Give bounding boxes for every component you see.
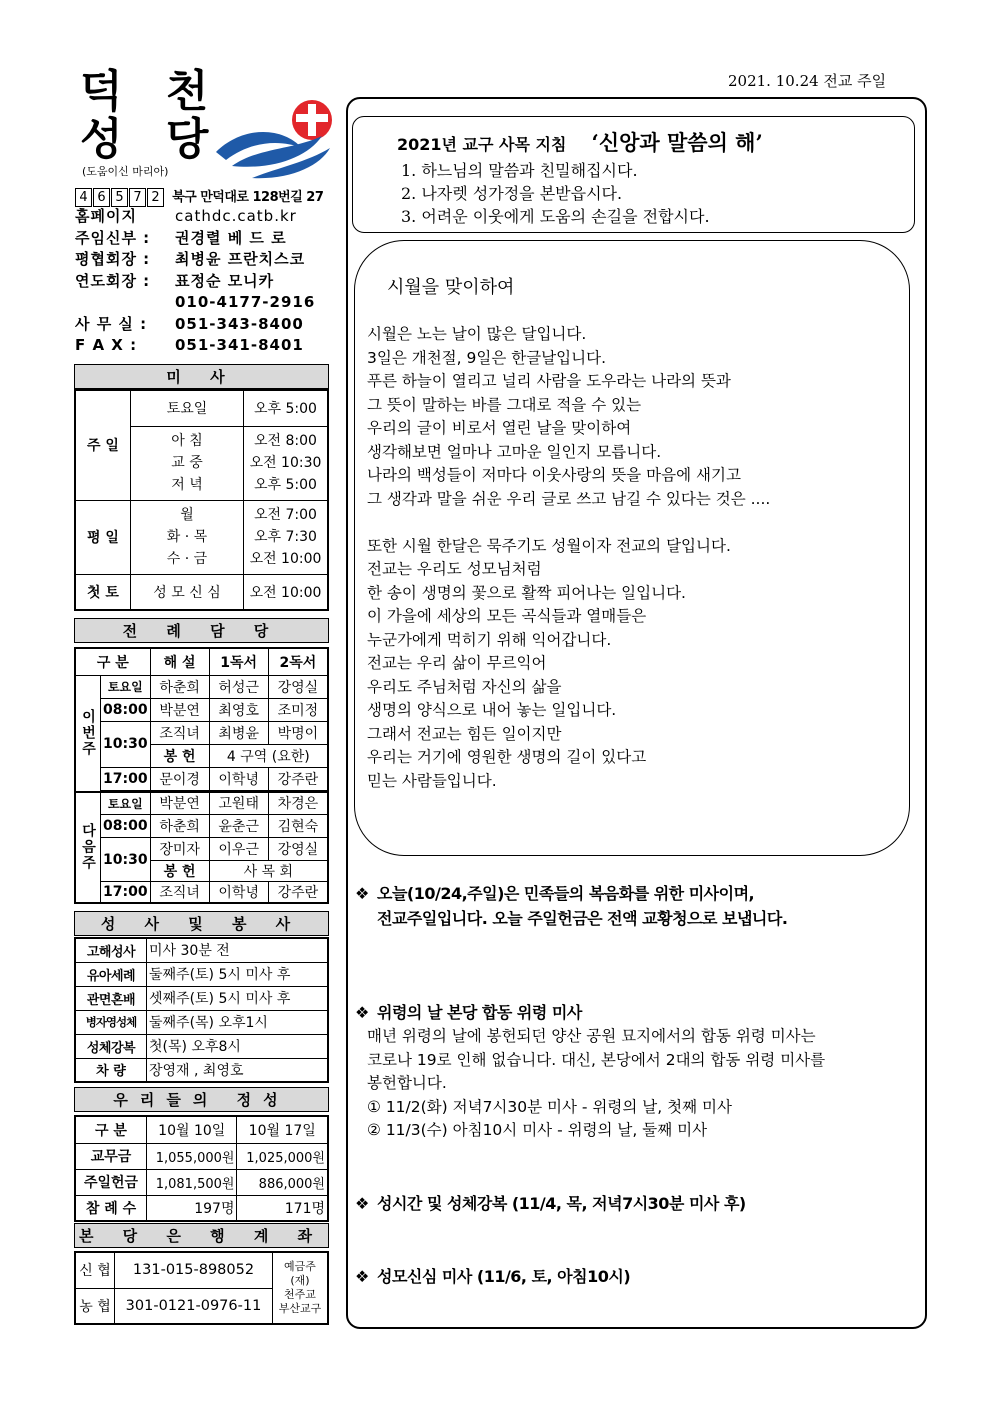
sacrament-label: 병자영성체 [75,1010,147,1034]
mass-day: 교 중 [171,455,203,471]
parish-tagline: (도움이신 마리아) [82,165,169,178]
sunday-label: 주 일 [75,390,131,500]
table-cell: 08:00 [101,698,151,721]
notice-line: 봉헌합니다. [367,1074,447,1092]
essay-line: 생각해보면 얼마나 고마운 일인지 모릅니다. [367,442,662,461]
sacrament-label: 고해성사 [75,938,147,962]
essay-line: 생명의 양식으로 내어 놓는 일입니다. [367,701,617,719]
street-address: 북구 만덕대로 128번길 27 [172,190,324,205]
offerings-header: 우리들의 정성 [74,1087,329,1112]
col-header: 2독서 [268,648,328,675]
table-cell: 토요일 [101,675,151,698]
notice-text: 성시간 및 성체강복 (11/4, 목, 저녁7시30분 미사 후) [377,1194,746,1213]
homepage-link[interactable]: cathdc.catb.kr [175,207,297,225]
col-header: 구 분 [75,648,150,675]
essay-box [354,240,910,856]
mass-header: 미 사 [74,364,329,389]
table-cell: 10:30 [101,838,151,882]
mass-time: 오전 8:00 [254,433,317,449]
info-memorial: 연도회장 : 표정순 모니카 [75,271,275,290]
weekday-label: 평 일 [75,500,131,574]
row-label: 주일헌금 [75,1169,147,1195]
zip-digit: 7 [129,188,146,207]
sacrament-value: 둘째주(토) 5시 미사 후 [147,962,329,986]
row-label: 참 례 수 [75,1195,147,1221]
essay-line: 푸른 하늘이 열리고 널리 사람을 도우라는 나라의 뜻과 [367,372,731,390]
zip-digit: 4 [75,188,92,207]
mass-time: 오전 10:00 [244,574,329,610]
zip-digit: 6 [93,188,110,207]
table-cell: 박분연 [150,792,209,815]
table-cell: 김현숙 [268,815,328,838]
essay-line: 나라의 백성들이 저마다 이웃사랑의 뜻을 마음에 새기고 [367,466,741,484]
bank-account: 131-015-898052 [115,1252,273,1288]
guideline-item: 2. 나자렛 성가정을 본받읍시다. [401,184,623,203]
table-cell: 197명 [147,1195,237,1221]
table-cell: 171명 [237,1195,328,1221]
bank-name: 농 협 [75,1288,115,1324]
notice-title: 위령의 날 본당 합동 위령 미사 [377,1003,582,1022]
essay-line: 그 생각과 말을 쉬운 우리 글로 쓰고 남길 수 있다는 것은 .... [367,489,771,508]
table-cell: 조직녀 [150,721,209,744]
sacrament-value: 첫(목) 오후8시 [147,1034,329,1058]
bullet-icon: ❖ [355,1003,369,1022]
sacrament-label: 유아세례 [75,962,147,986]
essay-line: 또한 시월 한달은 묵주기도 성월이자 전교의 달입니다. [367,536,731,555]
table-cell: 장미자 [150,838,209,861]
sacraments-table [74,937,329,1083]
notice-memorial-mass [355,1000,825,1143]
notice-line: ① 11/2(화) 저녁7시30분 미사 - 위령의 날, 첫째 미사 [367,1097,732,1116]
mass-day: 화 · 목 [166,529,208,545]
table-cell: 강영실 [268,838,328,861]
offering-value: 사 목 회 [209,861,328,882]
mass-time: 오후 5:00 [254,477,317,493]
table-cell: 하춘희 [150,675,209,698]
col-header: 구 분 [75,1116,147,1143]
parish-info [75,206,315,357]
essay-line: 시월은 노는 날이 많은 달입니다. [367,325,587,343]
essay-line: 전교는 우리도 성모님처럼 [367,560,542,578]
essay-line: 우리의 글이 비로서 열린 날을 맞이하여 [367,419,632,437]
essay-line: 3일은 개천절, 9일은 한글날입니다. [367,348,607,367]
notice-text: 전교주일입니다. 오늘 주일헌금은 전액 교황청으로 보냅니다. [377,909,788,928]
mass-time: 오후 5:00 [244,390,329,426]
notice-line: 매년 위령의 날에 봉헌되던 양산 공원 묘지에서의 합동 위령 미사는 [367,1027,816,1045]
col-header: 해 설 [150,648,209,675]
essay-line: 우리도 주님처럼 자신의 삶을 [367,677,562,696]
table-cell: 박분연 [150,698,209,721]
essay-line: 그 뜻이 말하는 바를 그대로 적을 수 있는 [367,395,642,414]
liturgy-header: 전 례 담 당 [74,618,329,643]
address [75,186,323,207]
guideline-box [352,116,915,233]
holder-line: 부산교구 [278,1302,322,1315]
col-header: 10월 10일 [147,1116,237,1143]
mass-day: 성 모 신 심 [131,574,244,610]
notice-holy-hour [355,1191,746,1214]
next-week-label: 다음주 [75,792,101,904]
this-week-label: 이번주 [75,675,101,792]
guideline-title: 2021년 교구 사목 지침 [397,135,567,154]
sacrament-value: 미사 30분 전 [147,938,329,962]
sacraments-header: 성 사 및 봉 사 [74,911,329,936]
essay-line: 우리는 거기에 영원한 생명의 길이 있다고 [367,748,647,766]
table-cell: 조직녀 [150,882,209,904]
table-cell: 1,025,000원 [237,1143,328,1169]
table-cell: 허성근 [209,675,268,698]
bullet-icon: ❖ [355,1194,369,1213]
table-cell: 이학녕 [209,767,268,790]
table-cell: 박명이 [268,721,328,744]
bullet-icon: ❖ [355,1267,369,1286]
essay-line: 누군가에게 먹히기 위해 익어갑니다. [367,630,612,649]
sacrament-label: 성체강복 [75,1034,147,1058]
mass-day: 수 · 금 [166,551,208,567]
table-cell: 토요일 [101,792,151,815]
notice-text: 오늘(10/24,주일)은 민족들의 복음화를 위한 미사이며, [377,884,755,903]
offering-label: 봉 헌 [150,744,209,767]
holder-line: (재) [290,1274,310,1287]
table-cell: 윤춘근 [209,815,268,838]
mass-table [74,389,329,611]
mass-day: 월 [180,507,194,523]
bank-account: 301-0121-0976-11 [115,1288,273,1324]
sacrament-value: 셋째주(토) 5시 미사 후 [147,986,329,1010]
offerings-table [74,1115,329,1222]
mass-time: 오전 10:00 [249,551,322,567]
info-fax: F A X : 051-341-8401 [75,336,304,354]
mass-day: 아 침 [171,433,203,449]
guideline-item: 3. 어려운 이웃에게 도움의 손길을 전합시다. [401,207,710,226]
mass-day: 저 녁 [171,477,203,493]
essay-line: 전교는 우리 삶이 무르익어 [367,654,547,672]
offering-value: 4 구역 (요한) [209,744,328,767]
first-sat-label: 첫 토 [75,574,131,610]
info-homepage: 홈페이지 cathdc.catb.kr [75,207,297,225]
zip-digit: 2 [147,188,164,207]
guideline-theme: ‘신앙과 말씀의 해’ [591,130,763,155]
table-cell: 강영실 [268,675,328,698]
holder-line: 천주교 [284,1288,316,1301]
essay-line: 한 송이 생명의 꽃으로 활짝 피어나는 일입니다. [367,583,686,602]
mass-time: 오전 7:00 [254,507,317,523]
bullet-icon: ❖ [355,884,369,903]
mass-time: 오후 7:30 [254,529,317,545]
essay-line: 믿는 사람들입니다. [367,771,497,790]
essay-line: 그래서 전교는 힘든 일이지만 [367,724,562,743]
table-cell: 최영호 [209,698,268,721]
table-cell: 10:30 [101,721,151,767]
bank-table [74,1251,329,1325]
holder-line: 예금주 [284,1260,316,1273]
col-header: 10월 17일 [237,1116,328,1143]
table-cell: 강주란 [268,767,328,790]
table-cell: 하춘희 [150,815,209,838]
info-pastor: 주임신부 : 권경렬 베 드 로 [75,228,287,247]
table-cell: 차경은 [268,792,328,815]
table-cell: 최병윤 [209,721,268,744]
essay-title: 시월을 맞이하여 [387,277,515,298]
offering-label: 봉 헌 [150,861,209,882]
table-cell: 고원태 [209,792,268,815]
notice-line: ② 11/3(수) 아침10시 미사 - 위령의 날, 둘째 미사 [367,1121,708,1139]
liturgy-table [74,647,329,904]
notice-text: 성모신심 미사 (11/6, 토, 아침10시) [377,1267,631,1286]
table-cell: 1,055,000원 [147,1143,237,1169]
parish-name-line1: 덕 천 [80,66,223,117]
table-cell: 17:00 [101,767,151,790]
info-phone: 010-4177-2916 [175,293,316,311]
table-cell: 조미정 [268,698,328,721]
mass-time: 오전 10:30 [249,455,322,471]
col-header: 1독서 [209,648,268,675]
sacrament-value: 둘째주(목) 오후1시 [147,1010,329,1034]
table-cell: 이우근 [209,838,268,861]
essay-line: 이 가을에 세상의 모든 곡식들과 열매들은 [367,607,647,625]
parish-logo-icon [212,96,342,182]
sacrament-value: 장영재 , 최영호 [147,1058,329,1082]
table-cell: 문이경 [150,767,209,790]
bank-header: 본 당 은 행 계 좌 [74,1223,329,1248]
sacrament-label: 관면혼배 [75,986,147,1010]
row-label: 교무금 [75,1143,147,1169]
info-office: 사 무 실 : 051-343-8400 [75,314,304,333]
notice-mission-sunday [355,881,787,931]
table-cell: 886,000원 [237,1169,328,1195]
mass-day: 토요일 [131,390,244,426]
table-cell: 08:00 [101,815,151,838]
table-cell: 1,081,500원 [147,1169,237,1195]
info-council: 평협회장 : 최병윤 프란치스코 [75,250,306,268]
notice-marian-mass [355,1264,630,1287]
table-cell: 17:00 [101,882,151,904]
bank-name: 신 협 [75,1252,115,1288]
parish-name-line2: 성 당 [80,114,223,165]
table-cell: 강주란 [268,882,328,904]
issue-date: 2021. 10.24 전교 주일 [728,72,887,90]
zip-digit: 5 [111,188,128,207]
sacrament-label: 차 량 [75,1058,147,1082]
guideline-item: 1. 하느님의 말씀과 친밀해집시다. [401,161,638,180]
table-cell: 이학녕 [209,882,268,904]
notice-line: 코로나 19로 인해 없습니다. 대신, 본당에서 2대의 합동 위령 미사를 [367,1050,826,1069]
